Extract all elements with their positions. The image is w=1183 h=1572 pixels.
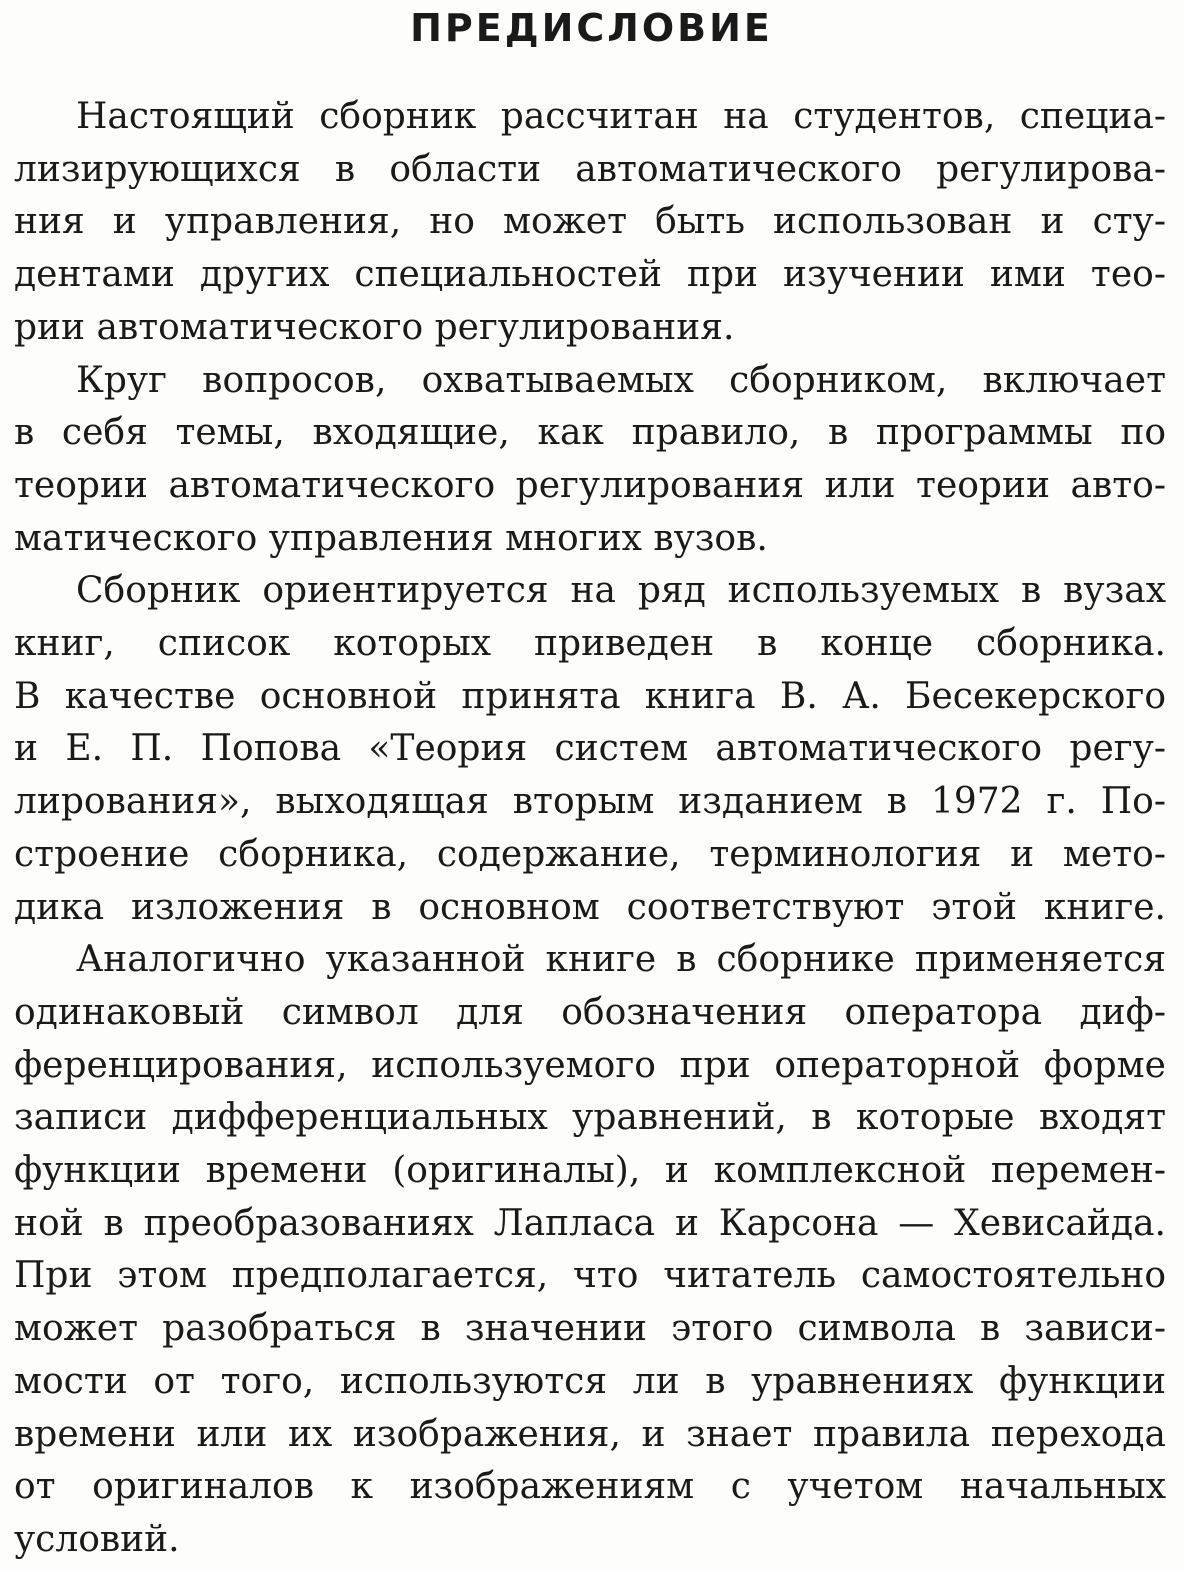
text-line: записи дифференциальных уравнений, в которые входят bbox=[14, 1097, 1166, 1139]
text-line: ференцирования, используемого при операторной форме bbox=[14, 1044, 1166, 1086]
text-line: может разобраться в значении этого символа в зависи- bbox=[14, 1308, 1166, 1350]
page-title: ПРЕДИСЛОВИЕ bbox=[410, 6, 773, 50]
text-line: теории автоматического регулирования или теории авто- bbox=[14, 464, 1166, 506]
text-line: лизирующихся в области автоматического регулирова- bbox=[14, 148, 1166, 190]
text-line: от оригиналов к изображениям с учетом начальных bbox=[14, 1466, 1166, 1508]
text-line: В качестве основной принята книга В. А. Бесекерского bbox=[14, 675, 1166, 717]
text-line: и Е. П. Попова «Теория систем автоматического регу- bbox=[14, 728, 1166, 770]
text-line: дентами других специальностей при изучении ими тео- bbox=[14, 254, 1166, 296]
text-line: книг, список которых приведен в конце сборника. bbox=[14, 623, 1166, 664]
text-line: дика изложения в основном соответствуют этой книге. bbox=[14, 886, 1166, 928]
text-line: ния и управления, но может быть использован и сту- bbox=[14, 201, 1166, 243]
text-line: Аналогично указанной книге в сборнике применяется bbox=[76, 939, 1166, 981]
text-line: Сборник ориентируется на ряд используемых в вузах bbox=[76, 570, 1166, 612]
text-line: ной в преобразованиях Лапласа и Карсона — Хевисайда. bbox=[14, 1202, 1166, 1244]
text-line: функции времени (оригиналы), и комплексной перемен- bbox=[14, 1150, 1166, 1191]
text-line: в себя темы, входящие, как правило, в программы по bbox=[14, 412, 1166, 454]
text-line: времени или их изображения, и знает правила перехода bbox=[14, 1413, 1166, 1455]
text-line: строение сборника, содержание, терминология и мето- bbox=[14, 833, 1166, 875]
text-line: лирования», выходящая вторым изданием в 1972 г. По- bbox=[14, 781, 1166, 823]
text-line: мости от того, используются ли в уравнениях функции bbox=[14, 1360, 1166, 1402]
text-line: одинаковый символ для обозначения оператора диф- bbox=[14, 991, 1166, 1033]
text-line: условий. bbox=[14, 1518, 180, 1560]
text-line: Настоящий сборник рассчитан на студентов, специа- bbox=[76, 96, 1166, 137]
text-line: При этом предполагается, что читатель самостоятельно bbox=[14, 1255, 1166, 1297]
text-line: рии автоматического регулирования. bbox=[14, 306, 735, 348]
text-line: Круг вопросов, охватываемых сборником, включает bbox=[76, 359, 1166, 401]
text-line: матического управления многих вузов. bbox=[14, 517, 768, 559]
